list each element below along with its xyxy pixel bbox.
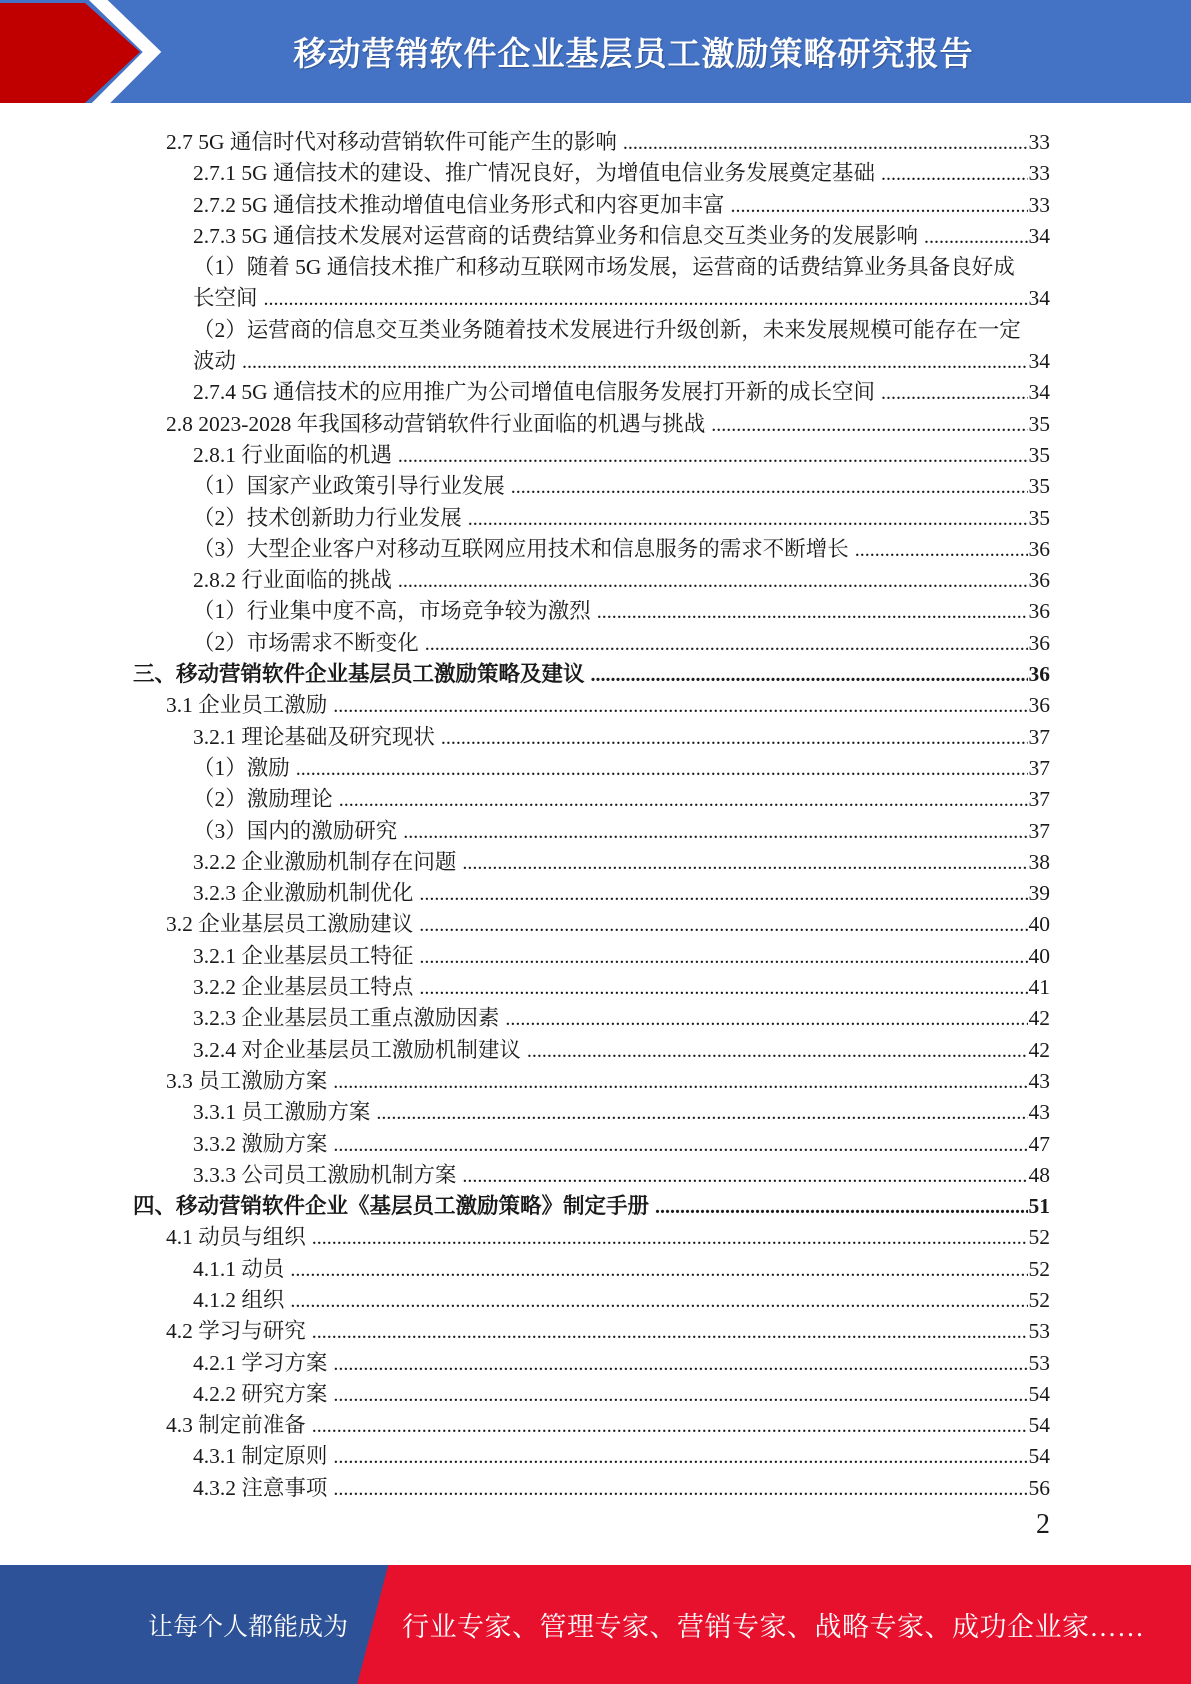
- footer-slogan-right: 行业专家、管理专家、营销专家、战略专家、成功企业家……: [402, 1612, 1145, 1642]
- toc-entry-text: 波动: [193, 349, 237, 374]
- toc-entry[interactable]: [133, 909, 1050, 940]
- toc-entry-text: 3.2.1 理论基础及研究现状: [193, 724, 435, 749]
- toc-entry[interactable]: [133, 1316, 1050, 1347]
- toc-entry[interactable]: [133, 1222, 1050, 1253]
- toc-entry-text: （2）激励理论: [193, 787, 333, 812]
- toc-entry-text: 3.2.1 企业基层员工特征: [193, 943, 414, 968]
- toc-leader-dots: [242, 347, 1027, 378]
- toc-entry[interactable]: [133, 565, 1050, 596]
- toc-entry[interactable]: [133, 221, 1050, 252]
- toc-entry[interactable]: [133, 847, 1050, 878]
- toc-entry[interactable]: [133, 471, 1050, 502]
- toc-page-number: 53: [1028, 1319, 1050, 1344]
- toc-leader-dots: [419, 879, 1027, 910]
- toc-entry[interactable]: [133, 1160, 1050, 1191]
- toc-leader-dots: [419, 910, 1027, 941]
- toc-leader-dots: [419, 973, 1027, 1004]
- toc-entry-text: （2）运营商的信息交互类业务随着技术发展进行升级创新，未来发展规模可能存在一定: [193, 317, 1021, 342]
- toc-entry-text: （1）随着 5G 通信技术推广和移动互联网市场发展，运营商的话费结算业务具备良好成: [193, 255, 1015, 280]
- toc-entry-text: 4.1.2 组织: [193, 1287, 285, 1312]
- toc-entry[interactable]: [133, 409, 1050, 440]
- toc-entry[interactable]: [133, 1285, 1050, 1316]
- toc-leader-dots: [398, 566, 1028, 597]
- toc-entry-text: 4.3.2 注意事项: [193, 1475, 328, 1500]
- toc-leader-dots: [419, 942, 1027, 973]
- toc-entry[interactable]: [133, 659, 1050, 690]
- toc-entry-text: 2.8.2 行业面临的挑战: [193, 568, 392, 593]
- toc-leader-dots: [264, 284, 1028, 315]
- toc-entry-text: （3）大型企业客户对移动互联网应用技术和信息服务的需求不断增长: [193, 536, 849, 561]
- toc-entry[interactable]: [133, 690, 1050, 721]
- toc-page-number: 33: [1028, 130, 1050, 154]
- report-header: [0, 0, 1191, 103]
- toc-entry[interactable]: [133, 753, 1050, 784]
- toc-entry[interactable]: [133, 1473, 1050, 1504]
- toc-leader-dots: [398, 441, 1028, 472]
- toc-leader-dots: [505, 1004, 1027, 1035]
- toc-entry-text: （2）技术创新助力行业发展: [193, 505, 462, 530]
- toc-entry[interactable]: [133, 1379, 1050, 1410]
- toc-leader-dots: [597, 597, 1028, 628]
- toc-page-number: 39: [1028, 881, 1050, 906]
- toc-page-number: 34: [1028, 286, 1050, 311]
- toc-page-number: 37: [1028, 818, 1050, 843]
- toc-leader-dots: [527, 1036, 1028, 1067]
- toc-entry-text: 3.3.3 公司员工激励机制方案: [193, 1162, 457, 1187]
- toc-page-number: 40: [1028, 912, 1050, 937]
- toc-page-number: 34: [1028, 380, 1050, 405]
- toc-leader-dots: [290, 1286, 1027, 1317]
- toc-entry[interactable]: [133, 878, 1050, 909]
- toc-entry-text: 3.2.4 对企业基层员工激励机制建议: [193, 1037, 521, 1062]
- toc-page-number: 36: [1028, 568, 1050, 593]
- toc-entry[interactable]: [133, 1254, 1050, 1285]
- toc-entry-text: （3）国内的激励研究: [193, 818, 398, 843]
- toc-entry-text: 4.2 学习与研究: [166, 1319, 306, 1344]
- toc-entry-text: 3.2.3 企业基层员工重点激励因素: [193, 1006, 500, 1031]
- toc-entry[interactable]: [133, 722, 1050, 753]
- page-number: 2: [1036, 1509, 1050, 1540]
- toc-entry-text: 3.3.2 激励方案: [193, 1131, 328, 1156]
- toc-entry[interactable]: [133, 1441, 1050, 1472]
- toc-entry[interactable]: [133, 346, 1050, 377]
- toc-page-number: 47: [1028, 1131, 1050, 1156]
- toc-leader-dots: [290, 1255, 1027, 1286]
- toc-entry[interactable]: [133, 1191, 1050, 1222]
- toc-entry-text: 4.1.1 动员: [193, 1256, 285, 1281]
- toc-page-number: 36: [1028, 693, 1050, 718]
- toc-entry-text: 3.3.1 员工激励方案: [193, 1100, 371, 1125]
- toc-entry[interactable]: [133, 190, 1050, 221]
- toc-entry[interactable]: [133, 252, 1050, 283]
- toc-page-number: 53: [1028, 1350, 1050, 1375]
- toc-page-number: 52: [1028, 1225, 1050, 1250]
- toc-leader-dots: [333, 1474, 1027, 1505]
- toc-entry-text: 2.7.2 5G 通信技术推动增值电信业务形式和内容更加丰富: [193, 192, 725, 217]
- toc-page-number: 52: [1028, 1256, 1050, 1281]
- toc-entry[interactable]: [133, 503, 1050, 534]
- toc-entry-text: 3.3 员工激励方案: [166, 1068, 328, 1093]
- toc-page-number: 54: [1028, 1381, 1050, 1406]
- page-footer: [0, 1565, 1191, 1684]
- toc-page-number: 34: [1028, 349, 1050, 374]
- toc-entry-text: 2.8.1 行业面临的机遇: [193, 442, 392, 467]
- toc-entry-text: 3.1 企业员工激励: [166, 693, 328, 718]
- toc-page-number: 35: [1028, 474, 1050, 499]
- toc-page-number: 36: [1028, 630, 1050, 655]
- toc-leader-dots: [333, 1067, 1027, 1098]
- toc-leader-dots: [333, 1130, 1027, 1161]
- toc-entry[interactable]: [133, 315, 1050, 346]
- toc-page-number: 38: [1028, 849, 1050, 874]
- toc-entry[interactable]: [133, 784, 1050, 815]
- toc-page-number: 37: [1028, 755, 1050, 780]
- toc-entry-text: 3.2.2 企业基层员工特点: [193, 975, 414, 1000]
- toc-page-number: 36: [1028, 599, 1050, 624]
- toc-entry-text: 2.7 5G 通信时代对移动营销软件可能产生的影响: [166, 130, 617, 154]
- toc-entry-text: 2.7.4 5G 通信技术的应用推广为公司增值电信服务发展打开新的成长空间: [193, 380, 876, 405]
- toc-leader-dots: [339, 785, 1028, 816]
- toc-page-number: 52: [1028, 1287, 1050, 1312]
- toc-page-number: 43: [1028, 1100, 1050, 1125]
- footer-slogan-left: 让每个人都能成为: [148, 1614, 349, 1641]
- toc-entry-text: 4.2.1 学习方案: [193, 1350, 328, 1375]
- toc-entry[interactable]: [133, 440, 1050, 471]
- toc-entry-text: 长空间: [193, 286, 258, 311]
- toc-page-number: 37: [1028, 787, 1050, 812]
- toc-entry-text: 2.7.3 5G 通信技术发展对运营商的话费结算业务和信息交互类业务的发展影响: [193, 223, 919, 248]
- toc-entry-text: 2.7.1 5G 通信技术的建设、推广情况良好，为增值电信业务发展奠定基础: [193, 161, 876, 186]
- toc-leader-dots: [924, 222, 1027, 253]
- toc-entry[interactable]: [133, 1003, 1050, 1034]
- toc-leader-dots: [376, 1098, 1027, 1129]
- toc-page-number: 37: [1028, 724, 1050, 749]
- toc-entry-text: 三、移动营销软件企业基层员工激励策略及建议: [133, 662, 585, 687]
- table-of-contents: [133, 127, 1050, 1504]
- toc-entry[interactable]: [133, 158, 1050, 189]
- toc-page-number: 48: [1028, 1162, 1050, 1187]
- toc-leader-dots: [333, 691, 1027, 722]
- toc-entry-text: 4.3.1 制定原则: [193, 1444, 328, 1469]
- toc-leader-dots: [425, 629, 1028, 660]
- toc-entry-text: （2）市场需求不断变化: [193, 630, 419, 655]
- toc-leader-dots: [881, 159, 1027, 190]
- toc-page-number: 43: [1028, 1068, 1050, 1093]
- toc-entry-text: 3.2 企业基层员工激励建议: [166, 912, 414, 937]
- toc-entry[interactable]: [133, 941, 1050, 972]
- toc-page-number: 35: [1028, 411, 1050, 436]
- toc-leader-dots: [312, 1411, 1028, 1442]
- toc-leader-dots: [333, 1380, 1027, 1411]
- report-title: 移动营销软件企业基层员工激励策略研究报告: [293, 35, 974, 72]
- toc-entry-text: （1）激励: [193, 755, 290, 780]
- toc-leader-dots: [333, 1349, 1027, 1380]
- toc-page-number: 33: [1028, 192, 1050, 217]
- toc-leader-dots: [403, 817, 1027, 848]
- toc-entry-text: 4.2.2 研究方案: [193, 1381, 328, 1406]
- toc-leader-dots: [468, 504, 1028, 535]
- toc-leader-dots: [312, 1223, 1028, 1254]
- toc-page-number: 36: [1028, 536, 1050, 561]
- toc-page-number: 56: [1028, 1475, 1050, 1500]
- toc-entry[interactable]: [133, 1410, 1050, 1441]
- toc-entry[interactable]: [133, 1348, 1050, 1379]
- toc-leader-dots: [312, 1317, 1028, 1348]
- toc-entry[interactable]: [133, 377, 1050, 408]
- toc-entry[interactable]: [133, 534, 1050, 565]
- toc-entry[interactable]: [133, 816, 1050, 847]
- toc-page-number: 34: [1028, 223, 1050, 248]
- toc-entry-text: （1）行业集中度不高，市场竞争较为激烈: [193, 599, 591, 624]
- toc-leader-dots: [462, 848, 1027, 879]
- toc-page-number: 33: [1028, 161, 1050, 186]
- toc-page-number: 54: [1028, 1413, 1050, 1438]
- toc-leader-dots: [855, 535, 1028, 566]
- toc-leader-dots: [623, 128, 1028, 159]
- toc-page-number: 54: [1028, 1444, 1050, 1469]
- toc-entry[interactable]: [133, 283, 1050, 314]
- toc-page-number: 42: [1028, 1037, 1050, 1062]
- toc-entry[interactable]: [133, 596, 1050, 627]
- toc-leader-dots: [441, 723, 1028, 754]
- toc-leader-dots: [296, 754, 1028, 785]
- toc-leader-dots: [711, 410, 1027, 441]
- toc-leader-dots: [731, 191, 1028, 222]
- toc-leader-dots: [511, 472, 1028, 503]
- toc-entry-text: 3.2.3 企业激励机制优化: [193, 881, 414, 906]
- toc-page-number: 35: [1028, 505, 1050, 530]
- toc-entry-text: 四、移动营销软件企业《基层员工激励策略》制定手册: [133, 1194, 650, 1219]
- toc-page-number: 40: [1028, 943, 1050, 968]
- toc-leader-dots: [591, 660, 1028, 691]
- toc-leader-dots: [333, 1442, 1027, 1473]
- toc-entry-text: 2.8 2023-2028 年我国移动营销软件行业面临的机遇与挑战: [166, 411, 706, 436]
- toc-entry-text: （1）国家产业政策引导行业发展: [193, 474, 505, 499]
- toc-entry[interactable]: [133, 1066, 1050, 1097]
- toc-leader-dots: [881, 378, 1027, 409]
- toc-entry[interactable]: [133, 1129, 1050, 1160]
- toc-leader-dots: [655, 1192, 1027, 1223]
- toc-entry-text: 4.3 制定前准备: [166, 1413, 306, 1438]
- toc-page-number: 51: [1028, 1194, 1050, 1219]
- toc-entry[interactable]: [133, 972, 1050, 1003]
- toc-entry[interactable]: [133, 127, 1050, 158]
- toc-page-number: 36: [1028, 662, 1050, 687]
- toc-page-number: 35: [1028, 442, 1050, 467]
- toc-entry-text: 4.1 动员与组织: [166, 1225, 306, 1250]
- toc-entry-text: 3.2.2 企业激励机制存在问题: [193, 849, 457, 874]
- toc-page-number: 41: [1028, 975, 1050, 1000]
- toc-page-number: 42: [1028, 1006, 1050, 1031]
- toc-entry[interactable]: [133, 1097, 1050, 1128]
- toc-entry[interactable]: [133, 628, 1050, 659]
- toc-leader-dots: [462, 1161, 1027, 1192]
- toc-entry[interactable]: [133, 1035, 1050, 1066]
